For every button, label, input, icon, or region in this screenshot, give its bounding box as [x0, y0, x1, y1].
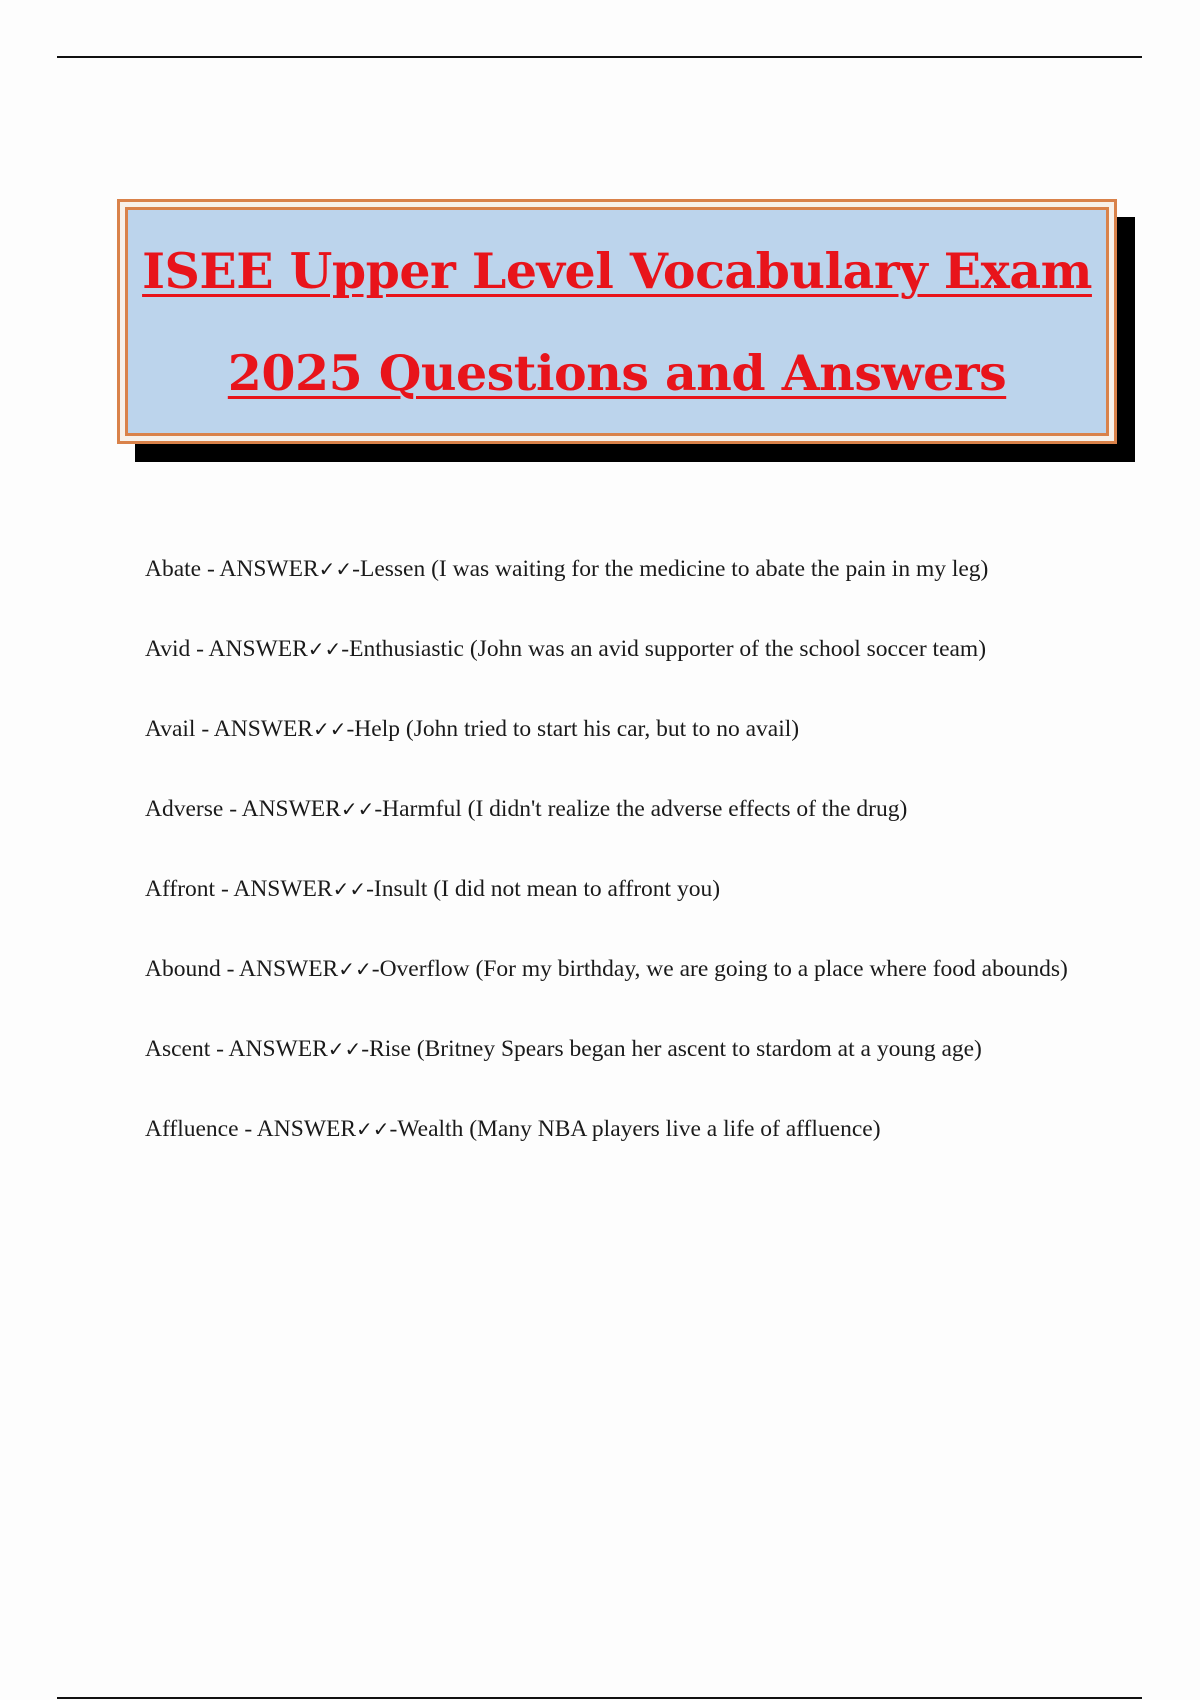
- entry-definition: -Wealth (Many NBA players live a life of affluence): [389, 1116, 881, 1142]
- vocabulary-entry: [145, 1098, 1085, 1160]
- entry-definition: -Enthusiastic (John was an avid supporter of the school soccer team): [341, 636, 987, 662]
- document-title-line-1: ISEE Upper Level Vocabulary Exam: [142, 241, 1092, 300]
- vocabulary-entry: [145, 618, 1085, 680]
- bottom-rule: [57, 1697, 1142, 1699]
- entry-definition: -Rise (Britney Spears began her ascent to stardom at a young age): [361, 1036, 982, 1062]
- double-check-icon: ✓✓: [318, 557, 353, 581]
- double-check-icon: ✓✓: [332, 877, 367, 901]
- entry-answer-label: - ANSWER: [190, 636, 308, 662]
- vocabulary-entry: [145, 858, 1085, 920]
- double-check-icon: ✓✓: [340, 797, 375, 821]
- vocabulary-entry: [145, 778, 1085, 840]
- title-banner: [117, 199, 1117, 444]
- entry-word: Affluence: [145, 1116, 239, 1142]
- vocabulary-list: [145, 538, 1085, 1178]
- entry-definition: -Harmful (I didn't realize the adverse effects of the drug): [374, 796, 908, 822]
- title-banner-frame: [117, 199, 1117, 444]
- entry-answer-label: - ANSWER: [201, 556, 319, 582]
- entry-word: Avail: [145, 716, 196, 742]
- entry-word: Abound: [145, 956, 221, 982]
- entry-answer-label: - ANSWER: [215, 876, 333, 902]
- vocabulary-entry: [145, 938, 1085, 1000]
- vocabulary-entry: [145, 1018, 1085, 1080]
- double-check-icon: ✓✓: [356, 1117, 390, 1141]
- entry-definition: -Help (John tried to start his car, but to no avail): [346, 716, 800, 742]
- entry-word: Adverse: [145, 796, 224, 822]
- double-check-icon: ✓✓: [338, 957, 372, 981]
- document-title-line-2: 2025 Questions and Answers: [227, 343, 1007, 402]
- vocabulary-entry: [145, 698, 1085, 760]
- entry-definition: -Insult (I did not mean to affront you): [366, 876, 721, 902]
- entry-word: Ascent: [145, 1036, 211, 1062]
- entry-word: Affront: [145, 876, 216, 902]
- entry-definition: -Lessen (I was waiting for the medicine to abate the pain in my leg): [352, 556, 989, 582]
- double-check-icon: ✓✓: [312, 717, 347, 741]
- entry-answer-label: - ANSWER: [223, 796, 341, 822]
- top-rule: [57, 56, 1142, 58]
- double-check-icon: ✓✓: [307, 637, 342, 661]
- entry-definition: -Overflow (For my birthday, we are going to a place where food abounds): [371, 956, 1068, 982]
- entry-answer-label: - ANSWER: [238, 1116, 357, 1142]
- entry-word: Avid: [145, 636, 191, 662]
- entry-word: Abate: [145, 556, 202, 582]
- entry-answer-label: - ANSWER: [195, 716, 313, 742]
- double-check-icon: ✓✓: [327, 1037, 362, 1061]
- title-banner-inner: [125, 207, 1109, 436]
- entry-answer-label: - ANSWER: [220, 956, 339, 982]
- entry-answer-label: - ANSWER: [210, 1036, 328, 1062]
- vocabulary-entry: [145, 538, 1085, 600]
